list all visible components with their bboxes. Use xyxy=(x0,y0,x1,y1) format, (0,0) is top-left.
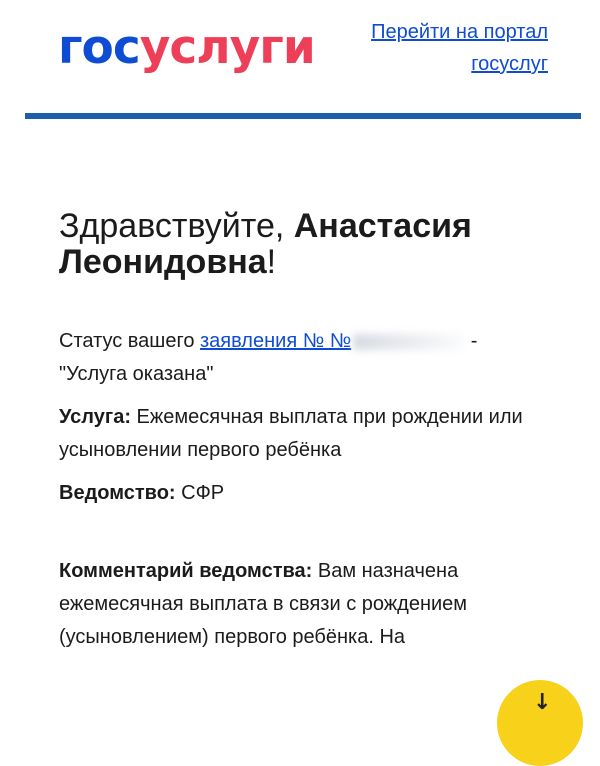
gosuslugi-logo[interactable] xyxy=(58,18,315,78)
status-paragraph xyxy=(59,325,559,391)
comment-label: Комментарий ведомства: xyxy=(59,560,313,582)
status-value: "Услуга оказана" xyxy=(59,363,214,385)
greeting-heading xyxy=(59,208,559,280)
comment-value: Вам назначена ежемесячная выплата в связи с рождением (усыновлением) первого ребёнка. На xyxy=(59,560,468,648)
greeting-name: Анастасия Леонидовна xyxy=(59,207,472,281)
chat-icon: ↓ xyxy=(533,690,552,715)
comment-paragraph xyxy=(59,555,559,654)
agency-label: Ведомство: xyxy=(59,482,176,504)
redacted-number xyxy=(353,334,463,350)
chat-fab-button[interactable] xyxy=(497,680,583,766)
status-separator: - xyxy=(465,330,478,352)
logo-uslugi-text: услуги xyxy=(139,20,315,75)
agency-paragraph xyxy=(59,477,559,510)
portal-link[interactable]: Перейти на портал госуслуг xyxy=(371,21,548,75)
logo-gos-text: гос xyxy=(58,20,140,75)
greeting-hello: Здравствуйте, xyxy=(59,207,294,245)
greeting-exclamation: ! xyxy=(266,243,277,281)
agency-value: СФР xyxy=(175,482,225,504)
status-prefix: Статус вашего xyxy=(59,330,201,352)
message-body xyxy=(59,325,559,654)
header-divider xyxy=(25,113,581,119)
service-paragraph xyxy=(59,401,559,467)
service-value: Ежемесячная выплата при рождении или усыновлении первого ребёнка xyxy=(59,406,523,461)
application-link[interactable]: заявления № № xyxy=(200,330,352,352)
service-label: Услуга: xyxy=(59,406,131,428)
